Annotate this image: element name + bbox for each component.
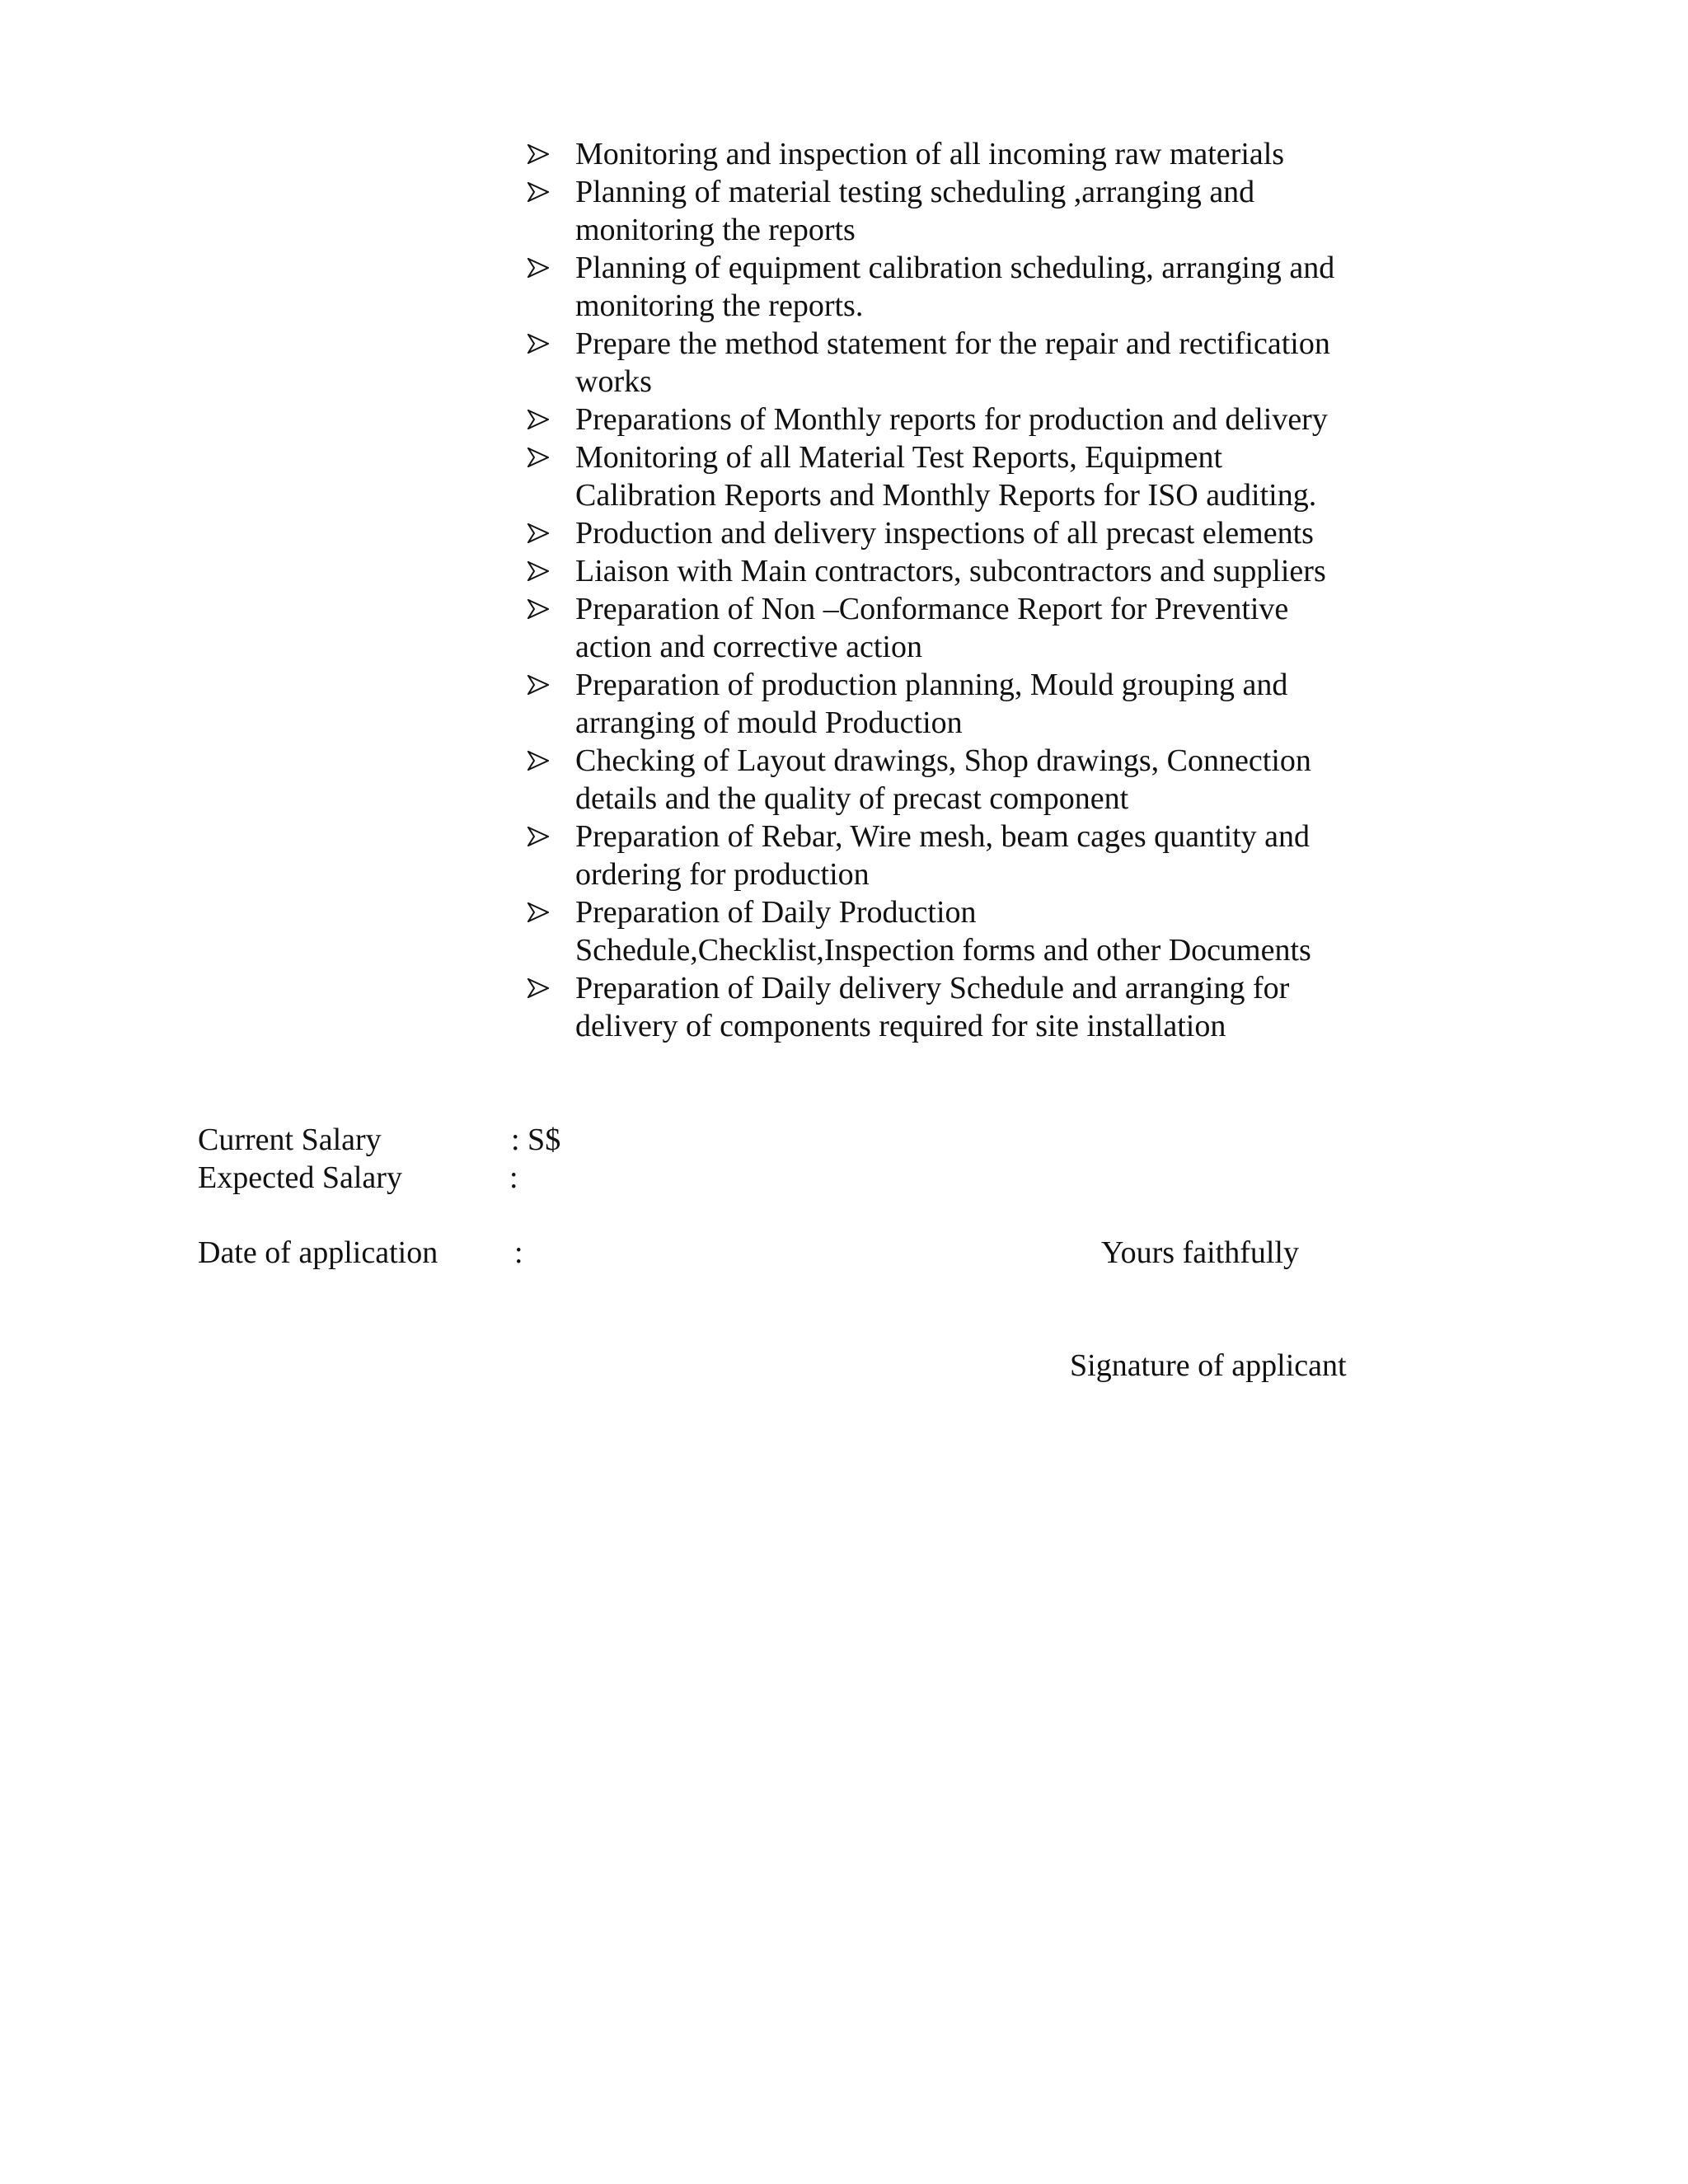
duty-text-line: Checking of Layout drawings, Shop drawings, Connection bbox=[575, 743, 1311, 778]
duty-text-line: Monitoring of all Material Test Reports, Equipment bbox=[575, 440, 1223, 475]
duty-item bbox=[521, 249, 1411, 325]
arrowhead-bullet-icon bbox=[528, 144, 549, 164]
duty-text-line: monitoring the reports bbox=[575, 213, 856, 247]
duty-text-line: Preparation of Rebar, Wire mesh, beam cages quantity and bbox=[575, 819, 1311, 854]
duty-item bbox=[521, 401, 1411, 438]
arrowhead-bullet-icon bbox=[528, 902, 549, 922]
duty-item bbox=[521, 893, 1411, 969]
duty-item bbox=[521, 135, 1411, 173]
expected-salary-label: Expected Salary bbox=[198, 1160, 402, 1195]
duty-text-line: works bbox=[575, 364, 652, 399]
duty-text-line: arranging of mould Production bbox=[575, 705, 963, 740]
duty-item bbox=[521, 818, 1411, 893]
arrowhead-bullet-icon bbox=[528, 182, 549, 202]
duty-text-line: Schedule,Checklist,Inspection forms and other Documents bbox=[575, 933, 1311, 968]
arrowhead-bullet-icon bbox=[528, 334, 549, 354]
duty-text-line: monitoring the reports. bbox=[575, 288, 864, 323]
date-of-application-label: Date of application bbox=[198, 1235, 438, 1270]
arrowhead-bullet-icon bbox=[528, 599, 549, 619]
duty-text-line: ordering for production bbox=[575, 857, 870, 892]
duties-list bbox=[521, 135, 1411, 1045]
duty-text-line: Planning of material testing scheduling ,arranging and bbox=[575, 175, 1255, 209]
duty-item bbox=[521, 173, 1411, 249]
duty-item bbox=[521, 590, 1411, 666]
arrowhead-bullet-icon bbox=[528, 523, 549, 543]
arrowhead-bullet-icon bbox=[528, 751, 549, 771]
date-of-application-value: : bbox=[514, 1235, 523, 1270]
duty-text-line: delivery of components required for site installation bbox=[575, 1009, 1226, 1043]
duty-text-line: Planning of equipment calibration scheduling, arranging and bbox=[575, 251, 1335, 285]
duty-text-line: Preparation of Non –Conformance Report for Preventive bbox=[575, 592, 1289, 626]
arrowhead-bullet-icon bbox=[528, 448, 549, 467]
duty-item bbox=[521, 325, 1411, 401]
duty-text-line: Production and delivery inspections of all precast elements bbox=[575, 516, 1314, 551]
duty-text-line: Preparation of production planning, Mould grouping and bbox=[575, 668, 1288, 702]
arrowhead-bullet-icon bbox=[528, 827, 549, 846]
duty-text-line: Preparations of Monthly reports for production and delivery bbox=[575, 402, 1328, 437]
duty-text-line: Calibration Reports and Monthly Reports for ISO auditing. bbox=[575, 478, 1317, 513]
duty-text-line: details and the quality of precast component bbox=[575, 781, 1129, 816]
arrowhead-bullet-icon bbox=[528, 410, 549, 429]
duty-item bbox=[521, 552, 1411, 590]
arrowhead-bullet-icon bbox=[528, 561, 549, 581]
duty-text-line: Monitoring and inspection of all incoming raw materials bbox=[575, 137, 1285, 171]
closing-salutation: Yours faithfully bbox=[1101, 1235, 1299, 1270]
arrowhead-bullet-icon bbox=[528, 978, 549, 998]
duty-text-line: action and corrective action bbox=[575, 630, 922, 664]
duty-item bbox=[521, 438, 1411, 514]
current-salary-value: : S$ bbox=[511, 1122, 561, 1157]
arrowhead-bullet-icon bbox=[528, 675, 549, 695]
duty-text-line: Prepare the method statement for the repair and rectification bbox=[575, 326, 1330, 361]
expected-salary-value: : bbox=[509, 1160, 518, 1195]
arrowhead-bullet-icon bbox=[528, 258, 549, 278]
signature-label: Signature of applicant bbox=[1070, 1348, 1347, 1383]
current-salary-label: Current Salary bbox=[198, 1122, 382, 1157]
duty-item bbox=[521, 666, 1411, 742]
duty-item bbox=[521, 969, 1411, 1045]
duty-text-line: Preparation of Daily delivery Schedule and arranging for bbox=[575, 971, 1290, 1005]
duty-item bbox=[521, 514, 1411, 552]
duty-text-line: Liaison with Main contractors, subcontractors and suppliers bbox=[575, 554, 1326, 588]
duty-text-line: Preparation of Daily Production bbox=[575, 895, 977, 930]
duty-item bbox=[521, 742, 1411, 818]
